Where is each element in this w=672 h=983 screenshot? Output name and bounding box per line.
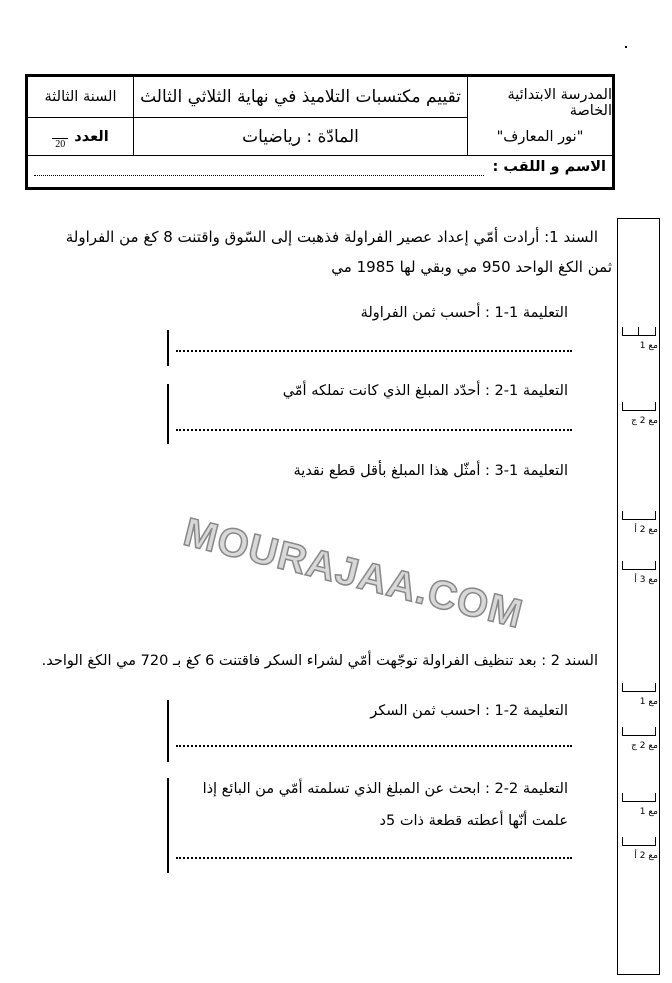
exam-title: تقييم مكتسبات التلاميذ في نهاية الثلاثي الثالث [140,87,461,107]
grade-box[interactable] [622,402,656,411]
school-subtitle: "نور المعارف" [496,129,584,145]
grade-box[interactable] [622,561,656,570]
answer-line-1-1[interactable] [176,350,572,352]
grade-box[interactable] [622,837,656,846]
margin-bar [167,330,169,366]
exam-header [25,74,615,190]
grade-box[interactable] [622,683,656,692]
grade-box[interactable] [622,793,656,802]
grade-box[interactable] [622,327,656,336]
grading-column [617,218,660,975]
score-denominator: 20 [52,138,68,150]
criterion-label: مع 1 [639,697,658,707]
school-name: المدرسة الابتدائية الخاصة [507,87,612,119]
scan-speck [625,46,627,48]
answer-line-2-2[interactable] [176,857,572,859]
school-cell [468,77,612,156]
question-1-1: التعليمة 1-1 : أحسب ثمن الفراولة [360,305,568,321]
margin-bar [167,384,169,444]
grade-level-cell [28,77,134,118]
answer-area-1-3[interactable] [176,490,576,630]
criterion-label: مع 3 أ [634,575,658,585]
section2-text-line1: السند 2 : بعد تنظيف الفراولة توجّهت أمّي لشراء السكر فاقتنت 6 كغ بـ 720 مي الكغ الواحد. [41,653,598,669]
subject-cell [134,118,468,156]
question-2-2-line1: التعليمة 2-2 : ابحث عن المبلغ الذي تسلمته أمّي من البائع إذا [202,781,568,797]
criterion-label: مع 1 [639,807,658,817]
exam-title-cell [134,77,468,118]
question-1-2: التعليمة 1-2 : أحدّد المبلغ الذي كانت تملكه أمّي [282,383,568,399]
score-cell [28,118,134,156]
criterion-label: مع 1 [639,341,658,351]
margin-bar [167,700,169,762]
section1-text-line2: ثمن الكغ الواحد 950 مي وبقي لها 1985 مي [331,258,612,276]
score-label: العدد [74,128,109,145]
grade-box[interactable] [622,511,656,520]
margin-bar [167,778,169,873]
grade-level: السنة الثالثة [44,89,117,105]
question-1-3: التعليمة 1-3 : أمثّل هذا المبلغ بأقل قطع نقدية [293,463,568,479]
name-field[interactable] [34,175,484,176]
grade-box[interactable] [622,727,656,736]
question-2-1: التعليمة 2-1 : احسب ثمن السكر [370,703,568,719]
name-label: الاسم و اللقب : [492,159,606,175]
section1-text-line1: السند 1: أرادت أمّي إعداد عصير الفراولة فذهبت إلى السّوق واقتنت 8 كغ من الفراولة [65,228,598,246]
answer-line-2-1[interactable] [176,745,572,747]
criterion-label: مع 2 أ [634,525,658,535]
subject: المادّة : رياضيات [242,126,359,147]
answer-line-1-2[interactable] [176,429,572,431]
criterion-label: مع 2 ج [631,416,658,426]
watermark: MOURAJAA.COM [179,510,528,637]
criterion-label: مع 2 ج [631,741,658,751]
question-2-2-line2: علمت أنّها أعطته قطعة ذات 5د [379,813,568,829]
criterion-label: مع 2 أ [634,851,658,861]
